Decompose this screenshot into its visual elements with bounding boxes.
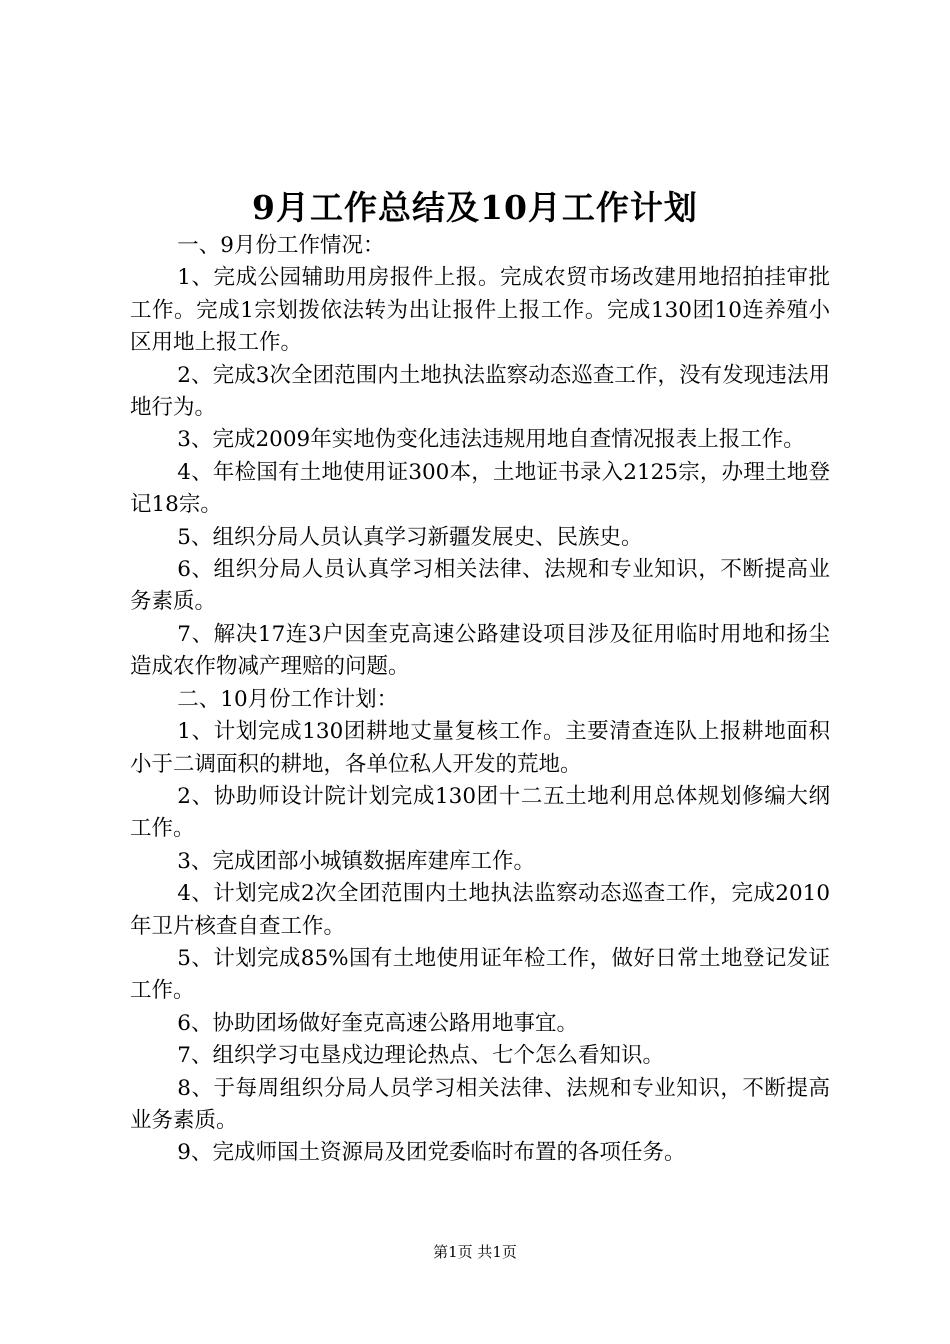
document-title: 9月工作总结及10月工作计划 bbox=[252, 188, 698, 227]
paragraph: 1、计划完成130团耕地丈量复核工作。主要清查连队上报耕地面积小于二调面积的耕地，各单位私人开发的荒地。 bbox=[130, 719, 830, 777]
paragraph: 2、完成3次全团范围内土地执法监察动态巡查工作，没有发现违法用地行为。 bbox=[130, 362, 830, 421]
paragraph: 4、计划完成2次全团范围内土地执法监察动态巡查工作，完成2010年卫片核查自查工作。 bbox=[130, 881, 830, 939]
paragraph: 8、于每周组织分局人员学习相关法律、法规和专业知识，不断提高业务素质。 bbox=[130, 1075, 830, 1133]
paragraph: 5、计划完成85%国有土地使用证年检工作，做好日常土地登记发证工作。 bbox=[130, 945, 830, 1004]
paragraph: 3、完成团部小城镇数据库建库工作。 bbox=[177, 848, 535, 874]
paragraph: 5、组织分局人员认真学习新疆发展史、民族史。 bbox=[177, 524, 643, 550]
section-heading-october: 二、10月份工作计划： bbox=[177, 686, 399, 712]
paragraph: 3、完成2009年实地伪变化违法违规用地自查情况报表上报工作。 bbox=[177, 427, 805, 453]
paragraph: 7、组织学习屯垦戍边理论热点、七个怎么看知识。 bbox=[177, 1043, 664, 1069]
paragraph: 6、协助团场做好奎克高速公路用地事宜。 bbox=[177, 1010, 578, 1036]
document-body bbox=[130, 230, 830, 1170]
paragraph: 2、协助师设计院计划完成130团十二五土地利用总体规划修编大纲工作。 bbox=[130, 783, 830, 842]
paragraph: 4、年检国有土地使用证300本，土地证书录入2125宗，办理土地登记18宗。 bbox=[130, 459, 830, 518]
paragraph: 7、解决17连3户因奎克高速公路建设项目涉及征用临时用地和扬尘造成农作物减产理赔的问题。 bbox=[130, 621, 830, 680]
section-heading-september: 一、9月份工作情况： bbox=[177, 233, 385, 258]
paragraph: 6、组织分局人员认真学习相关法律、法规和专业知识，不断提高业务素质。 bbox=[130, 557, 830, 615]
paragraph: 9、完成师国土资源局及团党委临时布置的各项任务。 bbox=[177, 1140, 686, 1166]
paragraph: 1、完成公园辅助用房报件上报。完成农贸市场改建用地招拍挂审批工作。完成1宗划拨依法转为出让报件上报工作。完成130团10连养殖小区用地上报工作。 bbox=[130, 265, 830, 356]
page-footer: 第1页 共1页 bbox=[433, 1243, 517, 1261]
